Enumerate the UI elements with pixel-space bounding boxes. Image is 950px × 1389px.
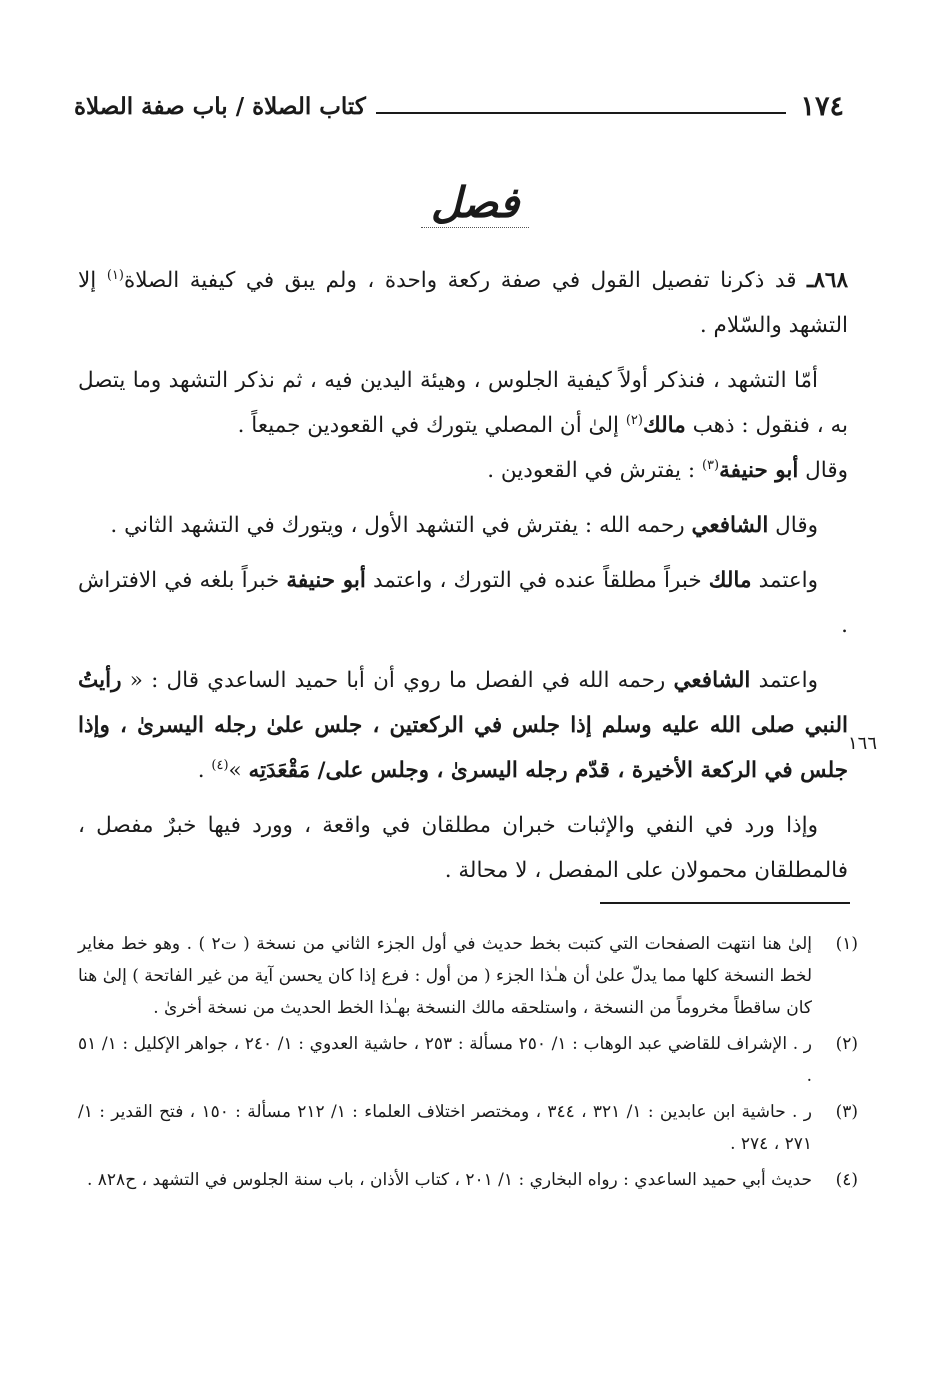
running-header — [74, 86, 844, 126]
footnote-text: ر . الإشراف للقاضي عبد الوهاب : ١/ ٢٥٠ مسألة : ٢٥٣ ، حاشية العدوي : ١/ ٢٤٠ ، جواهر الإكليل : ١/ ٥١ . — [78, 1034, 812, 1086]
paragraph-text: . — [197, 758, 205, 783]
paragraph-reliance — [78, 558, 848, 648]
paragraph-text: رحمه الله في الفصل ما روي أن أبا حميد الساعدي قال : « — [129, 668, 666, 693]
paragraph-text: واعتمد — [758, 668, 818, 693]
paragraph-number: ٨٦٨ـ — [807, 268, 849, 293]
manuscript-folio-note: ١٦٦ — [848, 733, 878, 754]
section-heading-text: فصل — [421, 178, 529, 228]
page-number: ١٧٤ — [800, 90, 844, 122]
body-text — [78, 258, 848, 903]
paragraph-hadith — [78, 658, 848, 793]
name-abu-hanifa: أبو حنيفة — [719, 458, 799, 483]
footnote-ref-2[interactable]: (٢) — [625, 412, 643, 428]
section-heading — [0, 178, 950, 228]
footnote-2 — [78, 1028, 858, 1092]
paragraph-conclusion — [78, 803, 848, 893]
footnote-text: ر . حاشية ابن عابدين : ١/ ٣٢١ ، ٣٤٤ ، ومختصر اختلاف العلماء : ١/ ٢١٢ مسألة : ١٥٠ ، فتح القدير : ١/ ٢٧١ ، ٢٧٤ . — [78, 1102, 812, 1154]
footnotes — [78, 928, 858, 1200]
footnote-separator — [600, 902, 850, 904]
header-title: كتاب الصلاة / باب صفة الصلاة — [74, 92, 366, 120]
paragraph-text: إلا التشهد والسّلام . — [78, 268, 848, 338]
name-abu-hanifa: أبو حنيفة — [286, 568, 366, 593]
header-rule — [376, 112, 787, 114]
footnote-text: حديث أبي حميد الساعدي : رواه البخاري : ١/ ٢٠١ ، كتاب الأذان ، باب سنة الجلوس في التشهد ، ح٨٢٨ . — [86, 1170, 812, 1190]
footnote-number: (٢) — [835, 1034, 858, 1054]
paragraph-text: وإذا ورد في النفي والإثبات خبران مطلقان في واقعة ، وورد فيها خبرٌ مفصل ، فالمطلقان محمولان على المفصل ، لا محالة . — [78, 813, 848, 883]
name-malik: مالك — [708, 568, 752, 593]
name-malik: مالك — [642, 413, 686, 438]
paragraph-text: وقال — [805, 458, 848, 483]
footnote-text: إلىٰ هنا انتهت الصفحات التي كتبت بخط حديث في أول الجزء الثاني من نسخة ( ت٢ ) . وهو خط مغاير لخط النسخة كلها مما يدلّ علىٰ أن هـٰذا الجزء ( من أول : فرع إذا كان يحسن آية من غير الفاتحة ) إلىٰ هنا كان ساقطاً مخروماً من النسخة ، واستلحقه مالك النسخة بهـٰذا الخط الحديث من نسخة أخرىٰ . — [78, 934, 812, 1018]
footnote-1 — [78, 928, 858, 1024]
paragraph-868 — [78, 258, 848, 348]
footnote-ref-1[interactable]: (١) — [106, 267, 124, 283]
paragraph-text: أمّا التشهد ، فنذكر أولاً كيفية الجلوس ، وهيئة اليدين فيه ، ثم نذكر التشهد وما يتصل به ، فنقول : ذهب — [78, 368, 848, 438]
paragraph-tashahhud — [78, 358, 848, 493]
paragraph-text: : يفترش في القعودين . — [487, 458, 696, 483]
footnote-number: (١) — [835, 934, 858, 954]
paragraph-text: رحمه الله : يفترش في التشهد الأول ، ويتورك في التشهد الثاني . — [110, 513, 685, 538]
paragraph-text: إلىٰ أن المصلي يتورك في القعودين جميعاً . — [237, 413, 619, 438]
paragraph-text: » — [228, 758, 242, 783]
footnote-number: (٣) — [835, 1102, 858, 1122]
hadith-quote: رأيتُ النبي صلى الله عليه وسلم إذا جلس في الركعتين ، جلس علىٰ رجله اليسرىٰ ، وإذا جلس في الركعة الأخيرة ، قدّم رجله اليسرىٰ ، وجلس على/ مَقْعَدَتِه — [78, 668, 848, 783]
name-shafii: الشافعي — [691, 513, 769, 538]
name-shafii: الشافعي — [673, 668, 751, 693]
footnote-ref-3[interactable]: (٣) — [701, 457, 720, 473]
paragraph-shafii — [78, 503, 848, 548]
footnote-3 — [78, 1096, 858, 1160]
footnote-4 — [78, 1164, 858, 1196]
paragraph-text: واعتمد — [758, 568, 819, 593]
paragraph-text: خبراً بلغه في الافتراش . — [78, 568, 848, 638]
paragraph-text: خبراً مطلقاً عنده في التورك ، واعتمد — [373, 568, 702, 593]
footnote-ref-4[interactable]: (٤) — [211, 757, 229, 773]
footnote-number: (٤) — [835, 1170, 858, 1190]
paragraph-text: وقال — [775, 513, 818, 538]
paragraph-text: قد ذكرنا تفصيل القول في صفة ركعة واحدة ، ولم يبق في كيفية الصلاة — [123, 268, 797, 293]
